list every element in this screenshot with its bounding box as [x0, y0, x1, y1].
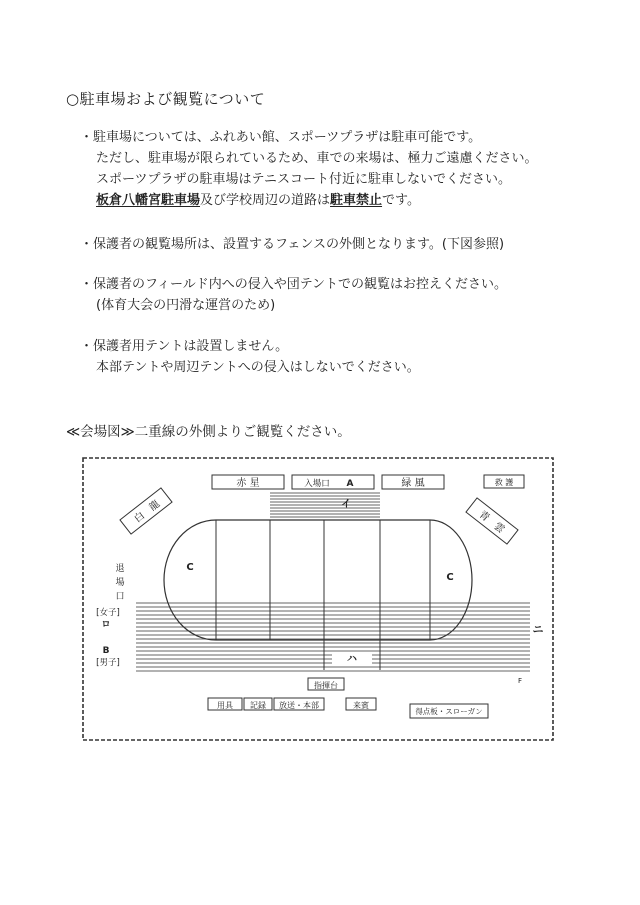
notice-line: ・保護者のフィールド内への侵入や団テントでの観覧はお控えください。 [80, 277, 508, 292]
notice-line-no-parking [80, 190, 537, 211]
mark-b-label: B [102, 646, 110, 656]
notice-no-entry [80, 274, 507, 316]
akaboshi-label: 赤 星 [236, 478, 260, 489]
entrance-label: 入場口 [304, 479, 330, 489]
lanes-i [270, 493, 380, 520]
broadcast-hq-label: 放送・本部 [279, 701, 319, 710]
girls-label: [女子] [96, 608, 120, 618]
venue-map [80, 455, 558, 745]
seiun-label-2: 雲 [491, 520, 507, 536]
curve-left-label: C [186, 562, 194, 573]
notice-line: ・保護者用テントは設置しません。 [80, 339, 289, 354]
no-parking-text: 駐車禁止 [330, 193, 383, 208]
exit-label-2: 場 [115, 578, 125, 588]
shrine-parking-text: 板倉八幡宮駐車場 [96, 193, 201, 208]
notice-line: ただし、駐車場が限られているため、車での来場は、極力ご遠慮ください。 [96, 151, 538, 166]
roads-text: 及び学校周辺の道路は [200, 193, 331, 208]
hakuryu-label-1: 白 [132, 510, 148, 526]
point-f-label: F [517, 677, 523, 685]
notice-parking [80, 127, 537, 211]
ryokufu-label: 緑 風 [401, 478, 425, 489]
seiun-tent [466, 498, 518, 544]
notice-line: スポーツプラザの駐車場はテニスコート付近に駐車しないでください。 [96, 172, 511, 187]
equipment-label: 用具 [217, 701, 233, 710]
boys-label: [男子] [96, 658, 120, 668]
lane-i-label: イ [341, 499, 351, 510]
notice-viewing-area [80, 234, 504, 255]
first-aid-label: 救 護 [494, 478, 514, 487]
guest-label: 来賓 [353, 701, 369, 710]
notice-line: 本部テントや周辺テントへの侵入はしないでください。 [96, 360, 420, 375]
desu-text: です。 [382, 193, 421, 208]
entrance-a-label: A [346, 479, 354, 489]
mark-ro-label: ロ [101, 620, 111, 630]
section-heading: ○駐車場および観覧について [66, 90, 266, 108]
notice-line: ・保護者の観覧場所は、設置するフェンスの外側となります。(下図参照) [80, 237, 505, 252]
map-caption: ≪会場図≫二重線の外側よりご観覧ください。 [66, 424, 351, 440]
hakuryu-label-2: 龍 [147, 498, 163, 514]
notice-line: ・駐車場については、ふれあい館、スポーツプラザは駐車可能です。 [80, 130, 482, 145]
exit-label-1: 退 [115, 564, 125, 574]
curve-right-label: C [446, 572, 454, 583]
judge-stand-label: 指揮台 [314, 681, 338, 690]
exit-label-3: 口 [115, 592, 125, 602]
notice-tents [80, 336, 420, 378]
lane-ni-label: ニ [532, 623, 544, 636]
lane-ha-label: ハ [347, 654, 357, 665]
scoreboard-label: 得点板・スローガン [415, 707, 483, 716]
record-label: 記録 [250, 701, 266, 710]
notice-line: (体育大会の円滑な運営のため) [96, 298, 276, 313]
seiun-label-1: 青 [476, 509, 492, 525]
hakuryu-tent [120, 488, 172, 534]
track-oval [164, 520, 472, 640]
